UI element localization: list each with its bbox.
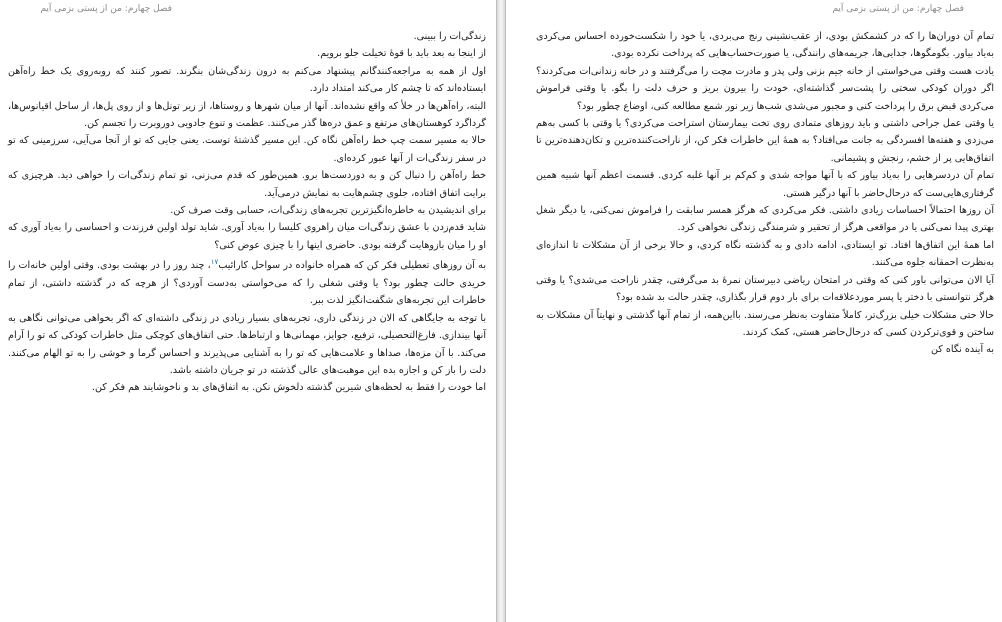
paragraph: حالا حتی مشکلات خیلی بزرگ‌تر، کاملاً متفاوت به‌نظر می‌رسند. بااین‌همه، از تمام آنها گذشتی و نهایتاً آن مشکلات به ساختن و قوی‌ترکردن کسی که درحال‌حاضر هستی، کمک کردند.	[536, 309, 994, 338]
section-heading: به آینده نگاه کن	[930, 344, 994, 356]
footnote-marker[interactable]: ۱۷	[210, 258, 219, 267]
paragraph: اول از همه به مراجعه‌کنندگانم پیشنهاد می‌کنم به درون زندگی‌شان بنگرند. تصور کنند که روبه‌روی یک خط راه‌آهن ایستاده‌اند که تا چشم کار می‌کند امتداد دارد.	[8, 65, 486, 95]
paragraph: آن روزها احتمالاً احساسات زیادی داشتی. فکر می‌کردی که هرگز همسر سابقت را فراموش نمی‌کنی، یا دیگر شغل بهتری پیدا نمی‌کنی یا در مواقعی هرگز از تحقیر و شرمندگی زندگی نخواهی کرد.	[536, 205, 994, 234]
right-running-header: فصل چهارم: من از پستی بزمی آیم	[832, 4, 964, 14]
paragraph: از اینجا به بعد باید با قوهٔ تخیلت جلو برویم.	[317, 48, 486, 60]
left-running-header: فصل چهارم: من از پستی بزمی آیم	[40, 4, 172, 14]
paragraph-text: ، چند روز را در بهشت بودی. وقتی اولین خانه‌ات را خریدی حالت چطور بود؟ یا وقتی شغلی را که می‌خواستی به‌دست آوردی؟ از هرچه که در گذشته داشتی، از تمام خاطرات این تجربه‌های شگفت‌انگیز لذت ببر.	[8, 260, 486, 307]
paragraph: حالا به مسیر سمت چپ خط راه‌آهن نگاه کن. این مسیر گذشتهٔ توست. یعنی جایی که تو از آنجا می‌آیی، سرزمینی که تو در سفر زندگی‌ات از آنها عبور کرده‌ای.	[8, 135, 486, 164]
right-page	[506, 0, 1002, 622]
right-body-text	[536, 28, 994, 359]
paragraph: البته، راه‌آهن‌ها در خلأ که واقع نشده‌اند. آنها از میان شهرها و روستاها، از زیر تونل‌ها و از روی پل‌ها، از ساحل اقیانوس‌ها، گرداگرد کوهستان‌های مرتفع و عمق دره‌ها گذر می‌کنند. عظمت و تنوع جادویی دوروبرت را تجسم کن.	[8, 100, 486, 130]
paragraph: خط راه‌آهن را دنبال کن و به دوردست‌ها برو. همین‌طور که قدم می‌زنی، تو تمام زندگی‌ات را خواهی دید. هرچیزی که برایت اتفاق افتاده، جلوی چشم‌هایت به نمایش درمی‌آید.	[8, 170, 486, 199]
paragraph: با توجه به جایگاهی که الان در زندگی داری، تجربه‌های بسیار زیادی در زندگی داشته‌ای که اگر بخواهی می‌توانی نگاهی به آنها بیندازی. فارغ‌التحصیلی، ترفیع، جوایز، مهمانی‌ها و ارتباط‌ها. حتی اتفاق‌های کوچکی مثل خاطرات کودکی که تو را آرام می‌کند. با آن مزه‌ها، صداها و علامت‌هایی که تو را به آشنایی می‌پذیرند و احساس گرما و خوشی را به تو الهام می‌کنند. دلت را باز کن و اجازه بده این موهبت‌های عالی گذشته در تو جریان داشته باشد.	[8, 312, 486, 376]
paragraph: شاید قدم‌زدن با عشق زندگی‌ات میان راهروی کلیسا را به‌یاد آوری. شاید تولد اولین فرزندت و احساسی را به‌یاد آوری که او را میان بازوهایت گرفته بودی. حاضری اینها را با چیزی عوض کنی؟	[8, 222, 486, 251]
paragraph: آیا الان می‌توانی باور کنی که وقتی در امتحان ریاضی دبیرستان نمرهٔ بد می‌گرفتی، چقدر ناراحت می‌شدی؟ یا وقتی هرگز نتوانستی با دختر یا پسر موردعلاقه‌ات برای بار دوم قرار بگذاری، چقدر حالت بد شده بود؟	[536, 274, 994, 304]
paragraph: اما خودت را فقط به لحظه‌های شیرین گذشته دلخوش نکن. به اتفاق‌های بد و ناخوشایند هم فکر کن.	[91, 382, 486, 394]
paragraph: تمام آن دردسرهایی را به‌یاد بیاور که با آنها مواجه شدی و کم‌کم بر آنها غلبه کردی. قسمت اعظم آنها شبیه همین گرفتاری‌هایی‌ست که درحال‌حاضر با آنها درگیر هستی.	[536, 170, 994, 199]
paragraph: یادت هست وقتی می‌خواستی از خانه جیم بزنی ولی پدر و مادرت مچت را می‌گرفتند و در خانه زندانی‌ات می‌کردند؟ اگر دوران کودکی سختی را پشت‌سر گذاشته‌ای، خودت را بیرون بریز و حرف دلت را بگو. یا وقتی فراموش می‌کردی قبض برق را پرداخت کنی و مجبور می‌شدی شب‌ها زیر نور شمع مطالعه کنی، اوضاع چطور بود؟	[536, 65, 994, 112]
paragraph	[8, 254, 486, 309]
left-page	[0, 0, 496, 622]
paragraph: برای اندیشیدن به خاطره‌انگیزترین تجربه‌های زندگی‌ات، حسابی وقت صرف کن.	[170, 205, 486, 217]
paragraph: تمام آن دوران‌ها را که در کشمکش بودی، از عقب‌نشینی رنج می‌بردی، یا خود را شکست‌خورده احساس می‌کردی به‌یاد بیاور. بگومگوها، جدایی‌ها، جریمه‌های رانندگی، یا صورت‌حساب‌هایی که پرداخت نکرده بودی.	[536, 31, 994, 60]
book-spine-divider	[496, 0, 506, 622]
paragraph: اما همهٔ این اتفاق‌ها افتاد. تو ایستادی، ادامه دادی و به گذشته نگاه کردی، و حالا برخی از آن مشکلات تا اندازه‌ای به‌نظرت احمقانه جلوه می‌کنند.	[536, 239, 994, 269]
paragraph: زندگی‌ات را ببینی.	[413, 31, 486, 42]
paragraph-text: به آن روزهای تعطیلی فکر کن که همراه خانواده در سواحل کارائیب	[218, 260, 486, 272]
paragraph: یا وقتی عمل جراحی داشتی و باید روزهای متمادی روی تخت بیمارستان استراحت می‌کردی؟ یا وقتی با کسی به‌هم می‌زدی و هفته‌ها افسردگی به جانت می‌افتاد؟ به همهٔ این خاطرات فکر کن، از ناراحت‌کننده‌ترین و تکان‌دهنده‌ترین تا اتفاق‌هایی پر از خشم، رنجش و پشیمانی.	[536, 118, 994, 164]
left-body-text	[8, 28, 486, 397]
